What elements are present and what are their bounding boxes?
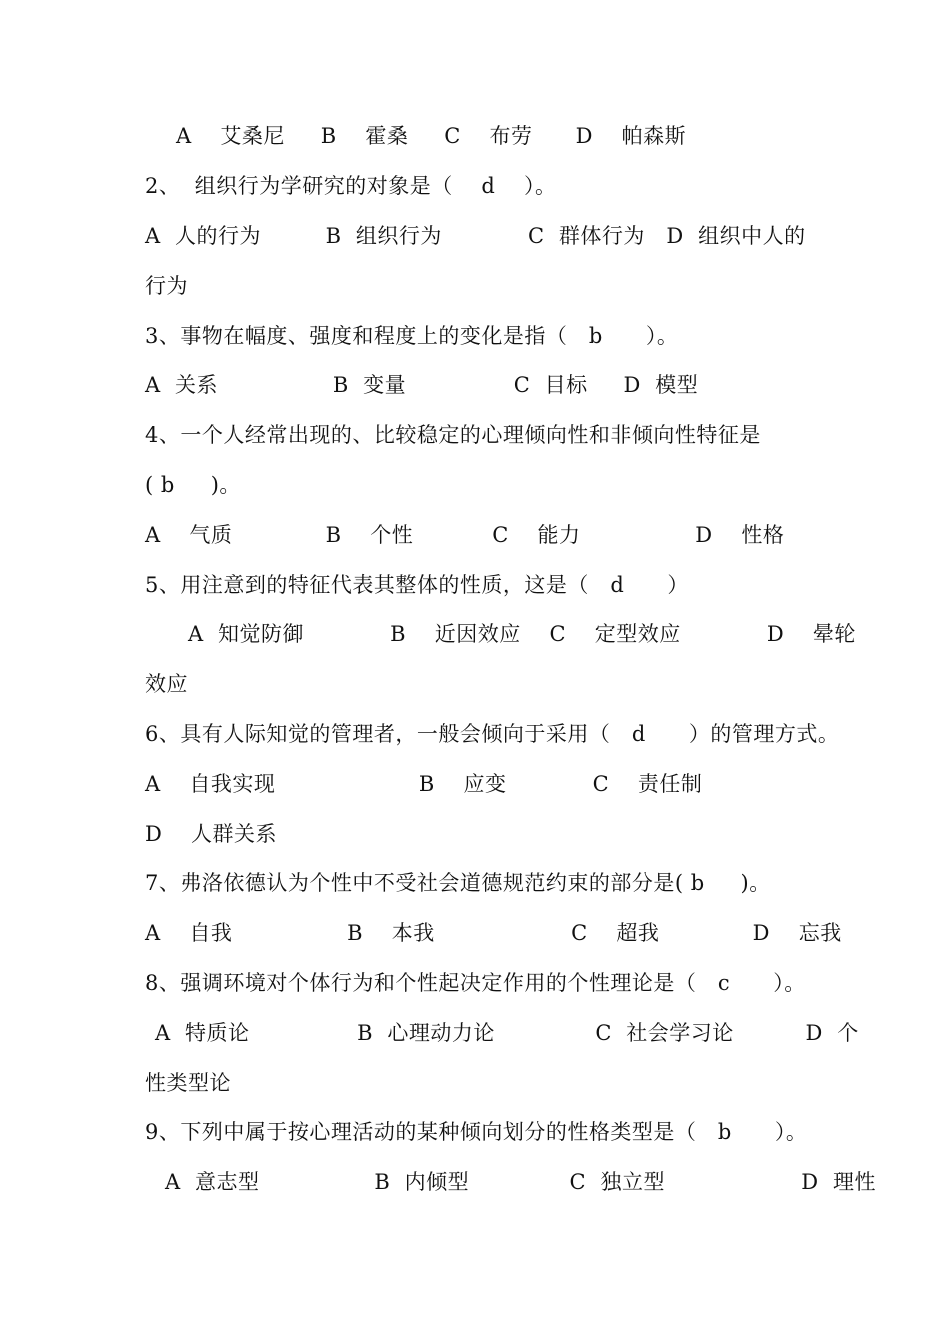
q2-stem: 2、 组织行为学研究的对象是（ d ）。 bbox=[145, 174, 557, 198]
q2-options-continued: 行为 bbox=[145, 274, 188, 298]
q1-options: A 艾桑尼 B 霍桑 C 布劳 D 帕森斯 bbox=[176, 124, 687, 148]
q7-stem: 7、弗洛依德认为个性中不受社会道德规范约束的部分是( b )。 bbox=[145, 871, 771, 895]
q6-stem: 6、具有人际知觉的管理者，一般会倾向于采用（ d ）的管理方式。 bbox=[145, 722, 840, 746]
q9-options: A 意志型 B 内倾型 C 独立型 D 理性 bbox=[165, 1170, 876, 1194]
q6-options: A 自我实现 B 应变 C 责任制 bbox=[145, 772, 703, 796]
q5-options-continued: 效应 bbox=[145, 672, 188, 696]
q2-options: A 人的行为 B 组织行为 C 群体行为 D 组织中人的 bbox=[145, 224, 806, 248]
q6-options-continued: D 人群关系 bbox=[145, 822, 278, 846]
q4-options: A 气质 B 个性 C 能力 D 性格 bbox=[145, 523, 785, 547]
q4-stem-continued: ( b )。 bbox=[145, 473, 241, 497]
q7-options: A 自我 B 本我 C 超我 D 忘我 bbox=[145, 921, 842, 945]
q8-options: A 特质论 B 心理动力论 C 社会学习论 D 个 bbox=[155, 1021, 859, 1045]
q8-options-continued: 性类型论 bbox=[145, 1071, 231, 1095]
q9-stem: 9、下列中属于按心理活动的某种倾向划分的性格类型是（ b ）。 bbox=[145, 1120, 808, 1144]
q5-options: A 知觉防御 B 近因效应 C 定型效应 D 晕轮 bbox=[188, 622, 856, 646]
q5-stem: 5、用注意到的特征代表其整体的性质，这是（ d ） bbox=[145, 573, 689, 597]
q3-options: A 关系 B 变量 C 目标 D 模型 bbox=[145, 373, 699, 397]
q3-stem: 3、事物在幅度、强度和程度上的变化是指（ b ）。 bbox=[145, 324, 679, 348]
q8-stem: 8、强调环境对个体行为和个性起决定作用的个性理论是（ c ）。 bbox=[145, 971, 806, 995]
q4-stem: 4、一个人经常出现的、比较稳定的心理倾向性和非倾向性特征是 bbox=[145, 423, 761, 447]
